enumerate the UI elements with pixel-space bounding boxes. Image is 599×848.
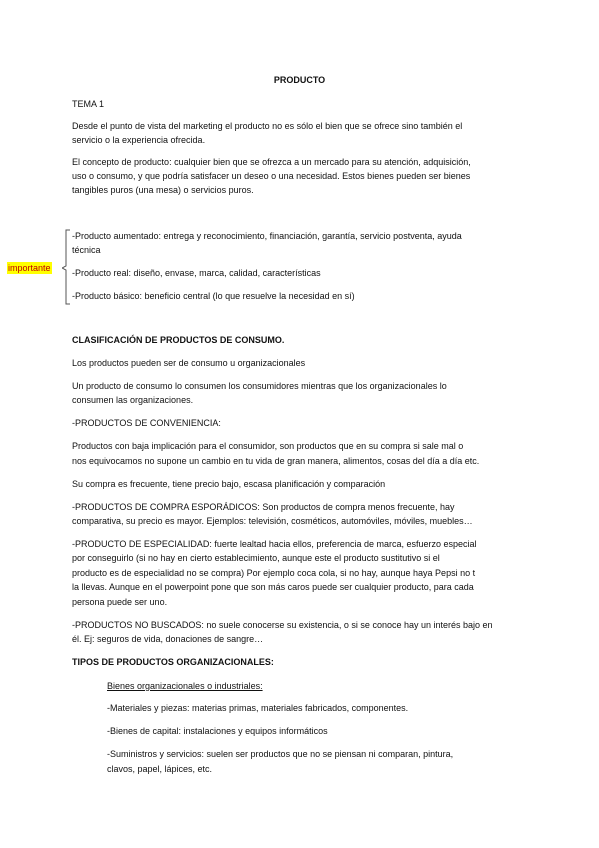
org-item-suministros-line-2: clavos, papel, lápices, etc. <box>107 764 213 774</box>
heading-consumo: CLASIFICACIÓN DE PRODUCTOS DE CONSUMO. <box>72 335 285 345</box>
conveniencia-line-1: Productos con baja implicación para el consumidor, son productos que en su compra si sale mal o <box>72 441 464 451</box>
bracket-annotation <box>62 229 72 305</box>
importante-margin-note: importante <box>8 263 51 273</box>
concept-line-1: El concepto de producto: cualquier bien que se ofrezca a un mercado para su atención, adquisición, <box>72 157 471 167</box>
especialidad-line-1: -PRODUCTO DE ESPECIALIDAD: fuerte lealtad hacia ellos, preferencia de marca, esfuerzo especial <box>72 539 477 549</box>
especialidad-line-2: por conseguirlo (si no hay en cierto establecimiento, aunque este el producto sustitutivo si el <box>72 553 440 563</box>
no-buscados-line-2: él. Ej: seguros de vida, donaciones de sangre… <box>72 634 264 644</box>
conveniencia-line-2: nos equivocamos no supone un cambio en tu vida de gran manera, alimentos, cosas del día a día etc. <box>72 456 480 466</box>
especialidad-line-3: producto es de especialidad no se compra) Por ejemplo coca cola, si no hay, aunque haya Pepsi no t <box>72 568 476 578</box>
consumo-line-1: Los productos pueden ser de consumo u organizacionales <box>72 358 306 368</box>
consumo-def-line-1: Un producto de consumo lo consumen los consumidores mientras que los organizacionales lo <box>72 381 447 391</box>
especialidad-line-5: persona puede ser uno. <box>72 597 168 607</box>
especialidad-line-4: la llevas. Aunque en el powerpoint pone que son más caros puede ser cualquier producto, para cada <box>72 582 474 592</box>
conveniencia-heading: -PRODUCTOS DE CONVENIENCIA: <box>72 418 221 428</box>
level-aumentado-line-1: -Producto aumentado: entrega y reconocimiento, financiación, garantía, servicio postventa, ayuda <box>72 231 462 241</box>
esporadicos-line-2: comparativa, su precio es mayor. Ejemplos: televisión, cosméticos, automóviles, móviles, muebles… <box>72 516 473 526</box>
concept-line-2: uso o consumo, y que podría satisfacer un deseo o una necesidad. Estos bienes pueden ser bienes <box>72 171 471 181</box>
org-subheading: Bienes organizacionales o industriales: <box>107 681 263 691</box>
org-item-materiales: -Materiales y piezas: materias primas, materiales fabricados, componentes. <box>107 703 409 713</box>
concept-line-3: tangibles puros (una mesa) o servicios puros. <box>72 185 254 195</box>
intro-line-1: Desde el punto de vista del marketing el producto no es sólo el bien que se ofrece sino también el <box>72 121 463 131</box>
heading-organizacionales: TIPOS DE PRODUCTOS ORGANIZACIONALES: <box>72 657 274 667</box>
document-title: PRODUCTO <box>273 75 326 85</box>
level-basico: -Producto básico: beneficio central (lo que resuelve la necesidad en sí) <box>72 291 355 301</box>
intro-line-2: servicio o la experiencia ofrecida. <box>72 135 206 145</box>
org-item-suministros-line-1: -Suministros y servicios: suelen ser productos que no se piensan ni comparan, pintura, <box>107 749 454 759</box>
conveniencia-line-3: Su compra es frecuente, tiene precio bajo, escasa planificación y comparación <box>72 479 386 489</box>
level-real: -Producto real: diseño, envase, marca, calidad, características <box>72 268 321 278</box>
level-aumentado-line-2: técnica <box>72 245 101 255</box>
consumo-def-line-2: consumen las organizaciones. <box>72 395 194 405</box>
esporadicos-line-1: -PRODUCTOS DE COMPRA ESPORÁDICOS: Son productos de compra menos frecuente, hay <box>72 502 455 512</box>
org-item-capital: -Bienes de capital: instalaciones y equipos informáticos <box>107 726 328 736</box>
no-buscados-line-1: -PRODUCTOS NO BUSCADOS: no suele conocerse su existencia, o si se conoce hay un interés bajo en <box>72 620 493 630</box>
topic-label: TEMA 1 <box>72 99 105 109</box>
